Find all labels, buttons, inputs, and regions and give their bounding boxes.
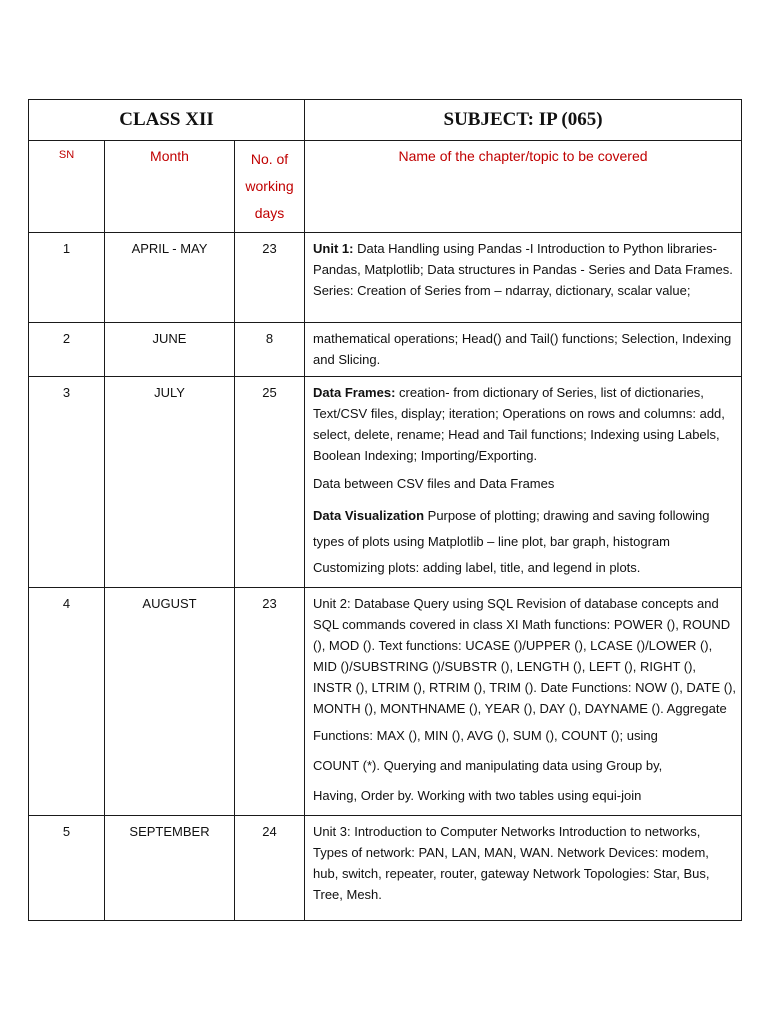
row-month: JULY — [154, 385, 185, 400]
month-header: Month — [150, 148, 189, 164]
curriculum-sheet — [28, 99, 741, 921]
subject-title: SUBJECT: IP (065) — [305, 100, 742, 141]
row-days: 23 — [262, 596, 277, 611]
row-month: AUGUST — [142, 596, 197, 611]
sn-header: SN — [58, 149, 75, 161]
row-sn: 1 — [62, 241, 71, 256]
table-row — [29, 377, 742, 588]
row-days: 25 — [262, 385, 277, 400]
row-topic: Unit 3: Introduction to Computer Networks Introduction to networks, Types of network: PAN, LAN, MAN, WAN. Network Devices: modem, hub, switch, repeater, router, gateway Network Topologies: Star, Bus, Tree, Mesh. — [313, 824, 710, 902]
row-days: 24 — [262, 824, 277, 839]
topic-header: Name of the chapter/topic to be covered — [398, 148, 648, 164]
table-row — [29, 233, 742, 323]
table-row — [29, 588, 742, 816]
row-sn: 2 — [62, 331, 71, 346]
row-sn: 4 — [62, 596, 71, 611]
syllabus-table — [28, 99, 742, 921]
row-days: 23 — [262, 241, 277, 256]
row-topic: Unit 1: Data Handling using Pandas -I Introduction to Python libraries- Pandas, Matplotlib; Data structures in Pandas - Series and Data Frames. Series: Creation of Series from – ndarray, dictionary, scalar value; — [313, 241, 733, 298]
row-sn: 3 — [62, 385, 71, 400]
column-header-row — [29, 141, 742, 233]
row-month: SEPTEMBER — [129, 824, 210, 839]
table-row — [29, 816, 742, 921]
row-topic: mathematical operations; Head() and Tail() functions; Selection, Indexing and Slicing. — [313, 331, 732, 367]
row-month: JUNE — [152, 331, 187, 346]
row-topic: Unit 2: Database Query using SQL Revision of database concepts and SQL commands covered in class XI Math functions: POWER (), ROUND (), MOD (). Text functions: UCASE ()/UPPER (), LCASE ()/LOWER (), MID ()/SUBSTRING ()/SUBSTR (), LENGTH (), LEFT (), RIGHT (), INSTR (), LTRIM (), RTRIM (), TRIM (). Date Functions: NOW (), DATE (), MONTH (), MONTHNAME (), YEAR (), DAY (), DAYNAME (). Aggregate Functions: MAX (), MIN (), AVG (), SUM (), COUNT (); using COUNT (*). Querying and manipulating data using Group by, Having, Order by. Working with two tables using equi-join — [313, 596, 737, 803]
row-days: 8 — [265, 331, 274, 346]
title-row — [29, 100, 742, 141]
row-month: APRIL - MAY — [131, 241, 208, 256]
table-row — [29, 323, 742, 377]
working-days-header: No. of working days — [245, 151, 294, 221]
row-topic: Data Frames: creation- from dictionary of Series, list of dictionaries, Text/CSV files, display; iteration; Operations on rows and columns: add, select, delete, rename; Head and Tail functions; Indexing using Labels, Boolean Indexing; Importing/Exporting. Data between CSV files and Data Frames Data Visualization Purpose of plotting; drawing and saving following types of plots using Matplotlib – line plot, bar graph, histogram Customizing plots: adding label, title, and legend in plots. — [313, 385, 725, 575]
class-title: CLASS XII — [29, 100, 305, 141]
row-sn: 5 — [62, 824, 71, 839]
